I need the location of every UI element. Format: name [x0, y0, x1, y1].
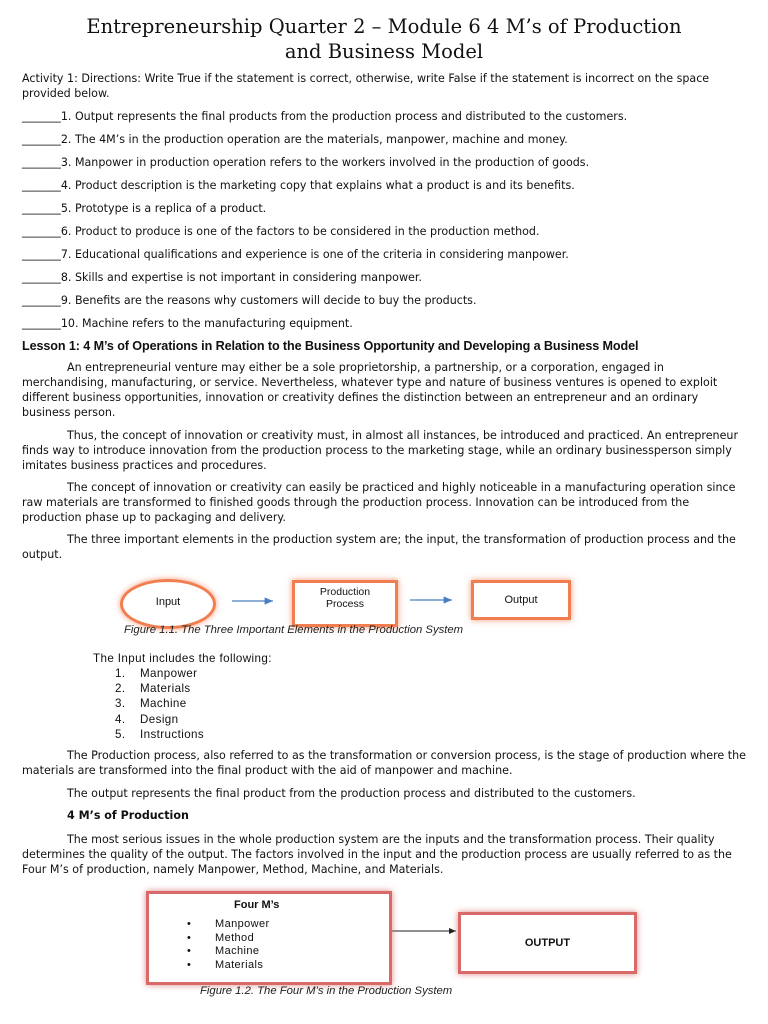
list-label: Machine: [215, 945, 260, 957]
list-number: 5.: [115, 727, 126, 741]
list-label: Manpower: [140, 667, 198, 680]
list-label: Design: [140, 712, 179, 726]
list-label: Manpower: [215, 918, 270, 930]
list-item: [187, 945, 270, 959]
four-ms-list: [187, 918, 270, 972]
activity-item: _______1. Output represents the final products from the production process and distributed to the customers.: [22, 110, 628, 123]
bullet-icon: •: [187, 958, 192, 971]
list-item: [187, 959, 270, 973]
process-label-line-1: Production: [319, 586, 371, 598]
activity-item: _______9. Benefits are the reasons why customers will decide to buy the products.: [22, 294, 477, 307]
output-paragraph: The output represents the final product from the production process and distributed to the customers.: [67, 787, 636, 800]
lesson-paragraph-2: Thus, the concept of innovation or creativity must, in almost all instances, be introduced and practiced. An entrepreneur finds way to introduce innovation from the production process to the marketing stage, while an ordinary businessperson simply imitates business practices and procedures.: [22, 429, 739, 472]
activity-item: _______10. Machine refers to the manufacturing equipment.: [22, 317, 353, 330]
four-ms-box-title: Four M’s: [234, 899, 280, 911]
list-label: Method: [215, 931, 255, 944]
figure-1-caption: Figure 1.1. The Three Important Elements in the Production System: [124, 624, 464, 636]
four-ms-heading: 4 M’s of Production: [67, 809, 189, 822]
activity-item: _______8. Skills and expertise is not important in considering manpower.: [22, 271, 422, 284]
input-list-heading: The Input includes the following:: [93, 652, 272, 665]
production-process-paragraph: The Production process, also referred to as the transformation or conversion process, is the stage of production where the materials are transformed into the final product with the aid of manpower and machine.: [22, 749, 746, 777]
activity-directions: Activity 1: Directions: Write True if the statement is correct, otherwise, write False if the statement is incorrect on the space provided below.: [22, 72, 710, 100]
bullet-icon: •: [187, 945, 192, 957]
output-label: Output: [504, 594, 538, 606]
document-title-line-1: Entrepreneurship Quarter 2 – Module 6 4 M’s of Production: [86, 15, 682, 38]
four-ms-output-box: [458, 912, 637, 974]
list-label: Materials: [140, 682, 191, 696]
bullet-icon: •: [187, 918, 192, 930]
activity-item: _______3. Manpower in production operation refers to the workers involved in the production of goods.: [22, 156, 590, 169]
document-title-line-2: and Business Model: [284, 40, 484, 63]
activity-item: _______6. Product to produce is one of the factors to be considered in the production method.: [22, 225, 540, 238]
activity-item: _______2. The 4M’s in the production operation are the materials, manpower, machine and money.: [22, 133, 568, 146]
list-number: 4.: [115, 712, 126, 726]
figure-2-caption: Figure 1.2. The Four M’s in the Production System: [200, 985, 453, 997]
activity-item: _______7. Educational qualifications and experience is one of the criteria in considering manpower.: [22, 248, 569, 261]
input-label: Input: [155, 596, 181, 608]
lesson-paragraph-1: An entrepreneurial venture may either be a sole proprietorship, a partnership, or a corporation, engaged in merchandising, manufacturing, or service. Nevertheless, whatever type and nature of business ventures is opened to exploit different business opportunities, innovation or creativity defines the distinction between an entrepreneur and an ordinary business person.: [22, 361, 718, 419]
list-item: [187, 932, 270, 946]
process-label-line-2: Process: [326, 598, 364, 610]
list-label: Machine: [140, 697, 187, 711]
list-number: 3.: [115, 697, 126, 711]
four-ms-paragraph: The most serious issues in the whole production system are the inputs and the transformation process. Their quality determines the quality of the output. The factors involved in the input and the production process are usually referred to as the Four M’s of production, namely Manpower, Method, Machine, and Materials.: [22, 833, 732, 876]
activity-item: _______5. Prototype is a replica of a product.: [22, 202, 267, 215]
list-label: Instructions: [140, 727, 205, 741]
list-number: 1.: [115, 667, 126, 680]
lesson-paragraph-4: The three important elements in the production system are; the input, the transformation of production process and the output.: [22, 533, 736, 561]
list-number: 2.: [115, 682, 126, 696]
lesson-heading: Lesson 1: 4 M’s of Operations in Relation to the Business Opportunity and Developing a Business Model: [22, 339, 639, 353]
list-item: [187, 918, 270, 932]
lesson-paragraph-3: The concept of innovation or creativity can easily be practiced and highly noticeable in a manufacturing operation since raw materials are transformed to finished goods through the production process. Innovation can be introduced from the production phase up to packaging and delivery.: [22, 481, 736, 524]
activity-item: _______4. Product description is the marketing copy that explains what a product is and its benefits.: [22, 179, 575, 192]
bullet-icon: •: [187, 931, 192, 944]
list-label: Materials: [215, 958, 264, 971]
four-ms-output-label: OUTPUT: [524, 937, 571, 949]
four-ms-box: [146, 891, 392, 985]
